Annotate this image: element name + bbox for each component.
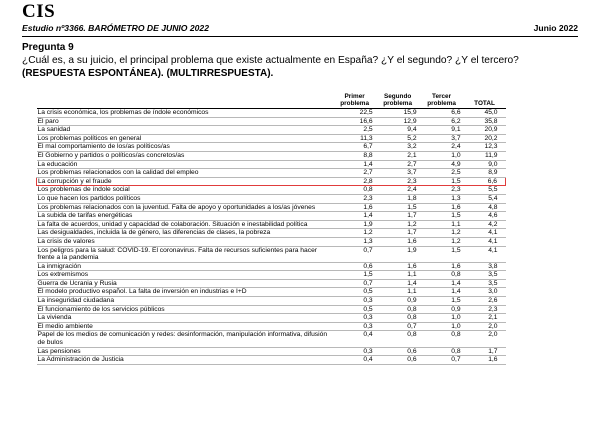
row-value: 1,4 xyxy=(334,160,376,169)
row-label: Guerra de Ucrania y Rusia xyxy=(37,279,334,288)
row-value: 1,2 xyxy=(420,229,464,238)
row-value: 1,5 xyxy=(420,177,464,186)
table-row xyxy=(37,237,506,246)
row-label: La crisis de valores xyxy=(37,237,334,246)
row-value: 1,9 xyxy=(376,246,420,262)
row-value: 3,2 xyxy=(376,143,420,152)
row-value: 0,4 xyxy=(334,331,376,347)
row-value: 0,8 xyxy=(376,314,420,323)
table-row xyxy=(37,109,506,118)
row-label: El modelo productivo español. La falta de inversión en industrias e I+D xyxy=(37,288,334,297)
row-label: La inmigración xyxy=(37,262,334,271)
row-value: 1,6 xyxy=(420,262,464,271)
row-total: 2,0 xyxy=(464,322,506,331)
row-value: 6,2 xyxy=(420,117,464,126)
row-value: 0,8 xyxy=(376,305,420,314)
row-value: 0,5 xyxy=(334,288,376,297)
row-value: 2,5 xyxy=(334,126,376,135)
row-total: 12,3 xyxy=(464,143,506,152)
row-label: Los extremismos xyxy=(37,271,334,280)
row-total: 8,9 xyxy=(464,169,506,178)
row-total: 4,1 xyxy=(464,246,506,262)
row-total: 2,3 xyxy=(464,305,506,314)
row-total: 2,6 xyxy=(464,297,506,306)
row-label: Los problemas de índole social xyxy=(37,186,334,195)
table-row xyxy=(37,297,506,306)
row-value: 0,3 xyxy=(334,297,376,306)
row-total: 1,6 xyxy=(464,356,506,365)
row-value: 0,3 xyxy=(334,347,376,356)
row-value: 2,3 xyxy=(334,194,376,203)
row-value: 0,7 xyxy=(334,279,376,288)
row-value: 2,7 xyxy=(376,160,420,169)
row-value: 12,9 xyxy=(376,117,420,126)
table-row xyxy=(37,314,506,323)
row-value: 1,5 xyxy=(420,212,464,221)
row-total: 4,1 xyxy=(464,229,506,238)
row-label: El Gobierno y partidos o políticos/as concretos/as xyxy=(37,151,334,160)
question-number: Pregunta 9 xyxy=(22,42,74,53)
row-value: 1,2 xyxy=(376,220,420,229)
row-value: 0,7 xyxy=(334,246,376,262)
row-value: 0,6 xyxy=(376,356,420,365)
row-label: La crisis económica, los problemas de índole económicos xyxy=(37,109,334,118)
column-header: Primer problema xyxy=(334,93,376,109)
row-value: 0,8 xyxy=(334,186,376,195)
row-value: 16,6 xyxy=(334,117,376,126)
row-total: 20,2 xyxy=(464,134,506,143)
row-label: La educación xyxy=(37,160,334,169)
row-value: 11,3 xyxy=(334,134,376,143)
row-label: El funcionamiento de los servicios públicos xyxy=(37,305,334,314)
row-value: 1,6 xyxy=(334,203,376,212)
row-total: 6,6 xyxy=(464,177,506,186)
column-header: TOTAL xyxy=(464,93,506,109)
row-value: 0,4 xyxy=(334,356,376,365)
study-date: Junio 2022 xyxy=(533,23,578,33)
table-row xyxy=(37,305,506,314)
row-total: 2,1 xyxy=(464,314,506,323)
row-value: 3,7 xyxy=(376,169,420,178)
row-label: La subida de tarifas energéticas xyxy=(37,212,334,221)
row-value: 3,7 xyxy=(420,134,464,143)
row-total: 3,5 xyxy=(464,271,506,280)
question-text: ¿Cuál es, a su juicio, el principal problema que existe actualmente en España? ¿Y el segundo? ¿Y el tercero? xyxy=(22,55,519,66)
row-label: Las desigualdades, incluida la de género, las diferencias de clases, la pobreza xyxy=(37,229,334,238)
table-row xyxy=(37,177,506,186)
row-value: 2,5 xyxy=(420,169,464,178)
results-table xyxy=(36,93,506,365)
table-row xyxy=(37,262,506,271)
row-value: 0,8 xyxy=(420,347,464,356)
table-row xyxy=(37,126,506,135)
row-total: 35,8 xyxy=(464,117,506,126)
row-value: 6,7 xyxy=(334,143,376,152)
row-label: Los peligros para la salud: COVID-19. El coronavirus. Falta de recursos suficientes para hacer frente a la pandemia xyxy=(37,246,334,262)
row-value: 2,7 xyxy=(334,169,376,178)
row-total: 4,1 xyxy=(464,237,506,246)
row-total: 45,0 xyxy=(464,109,506,118)
row-value: 0,5 xyxy=(334,305,376,314)
row-value: 1,4 xyxy=(420,288,464,297)
row-label: El paro xyxy=(37,117,334,126)
row-value: 2,8 xyxy=(334,177,376,186)
row-value: 1,0 xyxy=(420,151,464,160)
table-row xyxy=(37,356,506,365)
row-value: 0,8 xyxy=(420,331,464,347)
row-value: 0,9 xyxy=(376,297,420,306)
row-total: 1,7 xyxy=(464,347,506,356)
table-row xyxy=(37,212,506,221)
label-column-header xyxy=(37,93,334,109)
table-row xyxy=(37,271,506,280)
row-total: 3,5 xyxy=(464,279,506,288)
row-value: 1,0 xyxy=(420,322,464,331)
table-row xyxy=(37,143,506,152)
row-label: Los problemas relacionados con la calidad del empleo xyxy=(37,169,334,178)
row-total: 3,0 xyxy=(464,288,506,297)
row-label: Papel de los medios de comunicación y redes: desinformación, manipulación informativa, difusión de bulos xyxy=(37,331,334,347)
header-divider xyxy=(22,36,578,37)
row-value: 0,3 xyxy=(334,322,376,331)
row-label: Lo que hacen los partidos políticos xyxy=(37,194,334,203)
row-value: 1,4 xyxy=(376,279,420,288)
table-row xyxy=(37,322,506,331)
row-value: 1,7 xyxy=(376,229,420,238)
table-row xyxy=(37,194,506,203)
column-header: Segundo problema xyxy=(376,93,420,109)
table-row xyxy=(37,331,506,347)
table-row xyxy=(37,203,506,212)
row-value: 1,5 xyxy=(420,246,464,262)
row-value: 1,4 xyxy=(420,279,464,288)
row-total: 5,4 xyxy=(464,194,506,203)
table-row xyxy=(37,220,506,229)
row-total: 9,0 xyxy=(464,160,506,169)
row-value: 0,9 xyxy=(420,305,464,314)
row-value: 9,1 xyxy=(420,126,464,135)
row-value: 1,1 xyxy=(376,288,420,297)
row-value: 2,1 xyxy=(376,151,420,160)
row-value: 0,6 xyxy=(376,347,420,356)
row-total: 3,8 xyxy=(464,262,506,271)
row-total: 11,9 xyxy=(464,151,506,160)
table-row xyxy=(37,229,506,238)
row-total: 4,8 xyxy=(464,203,506,212)
row-value: 2,4 xyxy=(376,186,420,195)
row-value: 0,8 xyxy=(376,331,420,347)
row-value: 1,6 xyxy=(420,203,464,212)
row-value: 5,2 xyxy=(376,134,420,143)
row-value: 1,5 xyxy=(420,297,464,306)
row-value: 0,3 xyxy=(334,314,376,323)
table-body xyxy=(37,109,506,365)
table-row xyxy=(37,117,506,126)
row-value: 0,8 xyxy=(420,271,464,280)
row-value: 1,3 xyxy=(420,194,464,203)
row-value: 1,0 xyxy=(420,314,464,323)
row-label: La falta de acuerdos, unidad y capacidad de colaboración. Situación e inestabilidad política xyxy=(37,220,334,229)
table-row xyxy=(37,160,506,169)
study-title: Estudio nº3366. BARÓMETRO DE JUNIO 2022 xyxy=(22,23,209,33)
row-label: La inseguridad ciudadana xyxy=(37,297,334,306)
row-value: 2,4 xyxy=(420,143,464,152)
row-total: 2,0 xyxy=(464,331,506,347)
question-instruction: (RESPUESTA ESPONTÁNEA). (MULTIRRESPUESTA). xyxy=(22,68,274,79)
column-header: Tercer problema xyxy=(420,93,464,109)
table-row xyxy=(37,186,506,195)
row-value: 1,5 xyxy=(376,203,420,212)
study-line xyxy=(22,23,578,33)
row-value: 1,6 xyxy=(376,237,420,246)
row-value: 15,9 xyxy=(376,109,420,118)
row-value: 1,8 xyxy=(376,194,420,203)
table-row xyxy=(37,347,506,356)
table-row xyxy=(37,151,506,160)
row-value: 1,5 xyxy=(334,271,376,280)
document-header xyxy=(22,2,578,33)
table-row xyxy=(37,246,506,262)
question-block xyxy=(22,41,578,80)
row-label: Las pensiones xyxy=(37,347,334,356)
row-value: 1,7 xyxy=(376,212,420,221)
cis-logo: CIS xyxy=(22,1,56,22)
table-row xyxy=(37,169,506,178)
row-value: 1,2 xyxy=(420,237,464,246)
row-label: La corrupción y el fraude xyxy=(37,177,334,186)
row-value: 1,6 xyxy=(376,262,420,271)
row-value: 0,6 xyxy=(334,262,376,271)
row-value: 4,9 xyxy=(420,160,464,169)
row-total: 5,5 xyxy=(464,186,506,195)
row-value: 8,8 xyxy=(334,151,376,160)
row-label: El medio ambiente xyxy=(37,322,334,331)
row-label: Los problemas políticos en general xyxy=(37,134,334,143)
row-value: 6,6 xyxy=(420,109,464,118)
row-value: 1,1 xyxy=(376,271,420,280)
row-value: 1,1 xyxy=(420,220,464,229)
row-label: La vivienda xyxy=(37,314,334,323)
row-value: 2,3 xyxy=(420,186,464,195)
row-label: La Administración de Justicia xyxy=(37,356,334,365)
table-row xyxy=(37,288,506,297)
row-total: 20,9 xyxy=(464,126,506,135)
row-label: El mal comportamiento de los/as políticos/as xyxy=(37,143,334,152)
row-value: 1,3 xyxy=(334,237,376,246)
row-total: 4,6 xyxy=(464,212,506,221)
table-row xyxy=(37,279,506,288)
row-value: 1,9 xyxy=(334,220,376,229)
table-row xyxy=(37,134,506,143)
row-value: 1,2 xyxy=(334,229,376,238)
row-value: 1,4 xyxy=(334,212,376,221)
row-total: 4,2 xyxy=(464,220,506,229)
row-value: 2,3 xyxy=(376,177,420,186)
row-label: La sanidad xyxy=(37,126,334,135)
row-value: 0,7 xyxy=(420,356,464,365)
table-header-row xyxy=(37,93,506,109)
row-value: 0,7 xyxy=(376,322,420,331)
row-label: Los problemas relacionados con la juventud. Falta de apoyo y oportunidades a los/as jóvenes xyxy=(37,203,334,212)
row-value: 9,4 xyxy=(376,126,420,135)
row-value: 22,5 xyxy=(334,109,376,118)
